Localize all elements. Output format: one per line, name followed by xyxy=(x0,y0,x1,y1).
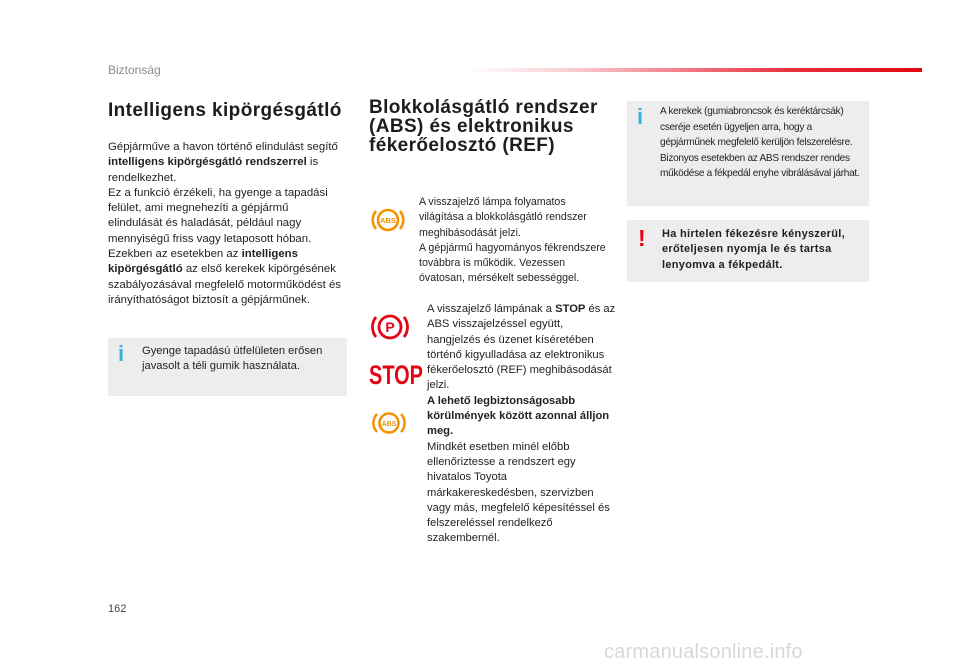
text-run: A visszajelző lámpának a xyxy=(427,303,556,315)
stop-warning-icon xyxy=(369,359,424,389)
header-accent-bar xyxy=(470,68,922,72)
brake-icon-label: P xyxy=(385,319,395,335)
brake-warning-icon xyxy=(370,310,410,344)
bold-text-run: intelligens kipörgésgátló rendszerrel xyxy=(108,156,307,169)
watermark: carmanualsonline.info xyxy=(604,641,803,663)
text-run: A visszajelző lámpa folyamatos világítása a blokkolásgátló rendszer meghibásodását jelzi. xyxy=(419,196,587,239)
abs-warning-icon-2 xyxy=(372,409,406,437)
text-run: az első kerekek kipörgésének szabályozásával megfelelő motorműködést és irányíthatóságot biztosít a gépjárműnek. xyxy=(108,263,341,306)
heading-line-3: fékerőelosztó (REF) xyxy=(369,135,556,156)
bold-text-run: A lehető legbiztonságosabb körülmények között azonnal álljon meg. xyxy=(427,394,610,438)
info-box-text: Gyenge tapadású útfelületen erősen javasolt a téli gumik használata. xyxy=(142,345,323,372)
bold-text-run: intelligens kipörgésgátló xyxy=(108,248,298,276)
info-box-wheels xyxy=(627,101,869,206)
paragraph-stop-ref xyxy=(427,302,617,547)
text-run: Mindkét esetben minél előbb ellenőriztesse a rendszert egy hivatalos Toyota márkakereskedésben, szervizben vagy más, megfelelő képesítéssel és felszereléssel rendelkező szakembernél. xyxy=(427,440,610,545)
page-number: 162 xyxy=(108,603,127,615)
heading-traction-control: Intelligens kipörgésgátló xyxy=(108,100,342,121)
abs-icon-label: ABS xyxy=(380,216,396,225)
info-icon: i xyxy=(637,104,644,129)
info-box-wheels-text: A kerekek (gumiabroncsok és keréktárcsák) cseréje esetén ügyeljen arra, hogy a gépjárműnek megfelelő kerüljön felszerelésre. Bizonyos esetekben az ABS rendszer rendes működése a fékpedál enyhe vibrálásával járhat. xyxy=(660,106,860,179)
text-run: Ezekben az esetekben az xyxy=(108,248,242,261)
warning-icon: ! xyxy=(638,225,646,251)
text-run: Gépjárműve a havon történő elindulást segítő xyxy=(108,141,338,153)
info-box-winter-tires xyxy=(108,338,347,396)
text-run: A gépjármű hagyományos fékrendszere továbbra is működik. Vezessen óvatosan, mérsékelt sebességgel. xyxy=(419,241,606,285)
text-run: és az ABS visszajelzéssel együtt, hangjelzés és üzenet kíséretében történő kigyulladása az elektronikus fékerőelosztó (REF) meghibásodását jelzi. xyxy=(427,303,616,392)
paragraph-traction-control xyxy=(108,140,346,308)
stop-icon-label: STOP xyxy=(369,360,423,389)
warning-box-braking xyxy=(627,220,869,282)
bold-text-run: STOP xyxy=(555,303,586,315)
paragraph-abs-lamp xyxy=(419,195,609,287)
text-run: Ez a funkció érzékeli, ha gyenge a tapadási felület, ami megnehezíti a gépjármű elindulását és haladását, például nagy mennyiségű friss vagy letaposott hóban. xyxy=(108,186,328,245)
heading-line-1: Blokkolásgátló rendszer xyxy=(369,97,598,118)
heading-abs-ref xyxy=(369,98,609,155)
warning-box-text: Ha hirtelen fékezésre kényszerül, erőteljesen nyomja le és tartsa lenyomva a fékpedált. xyxy=(662,228,845,271)
section-label: Biztonság xyxy=(108,63,161,77)
abs-warning-icon xyxy=(371,205,405,235)
heading-line-2: (ABS) és elektronikus xyxy=(369,116,574,137)
info-icon: i xyxy=(118,341,125,366)
abs-icon-label-2: ABS xyxy=(381,421,397,428)
text-run: is rendelkezhet. xyxy=(108,156,319,184)
